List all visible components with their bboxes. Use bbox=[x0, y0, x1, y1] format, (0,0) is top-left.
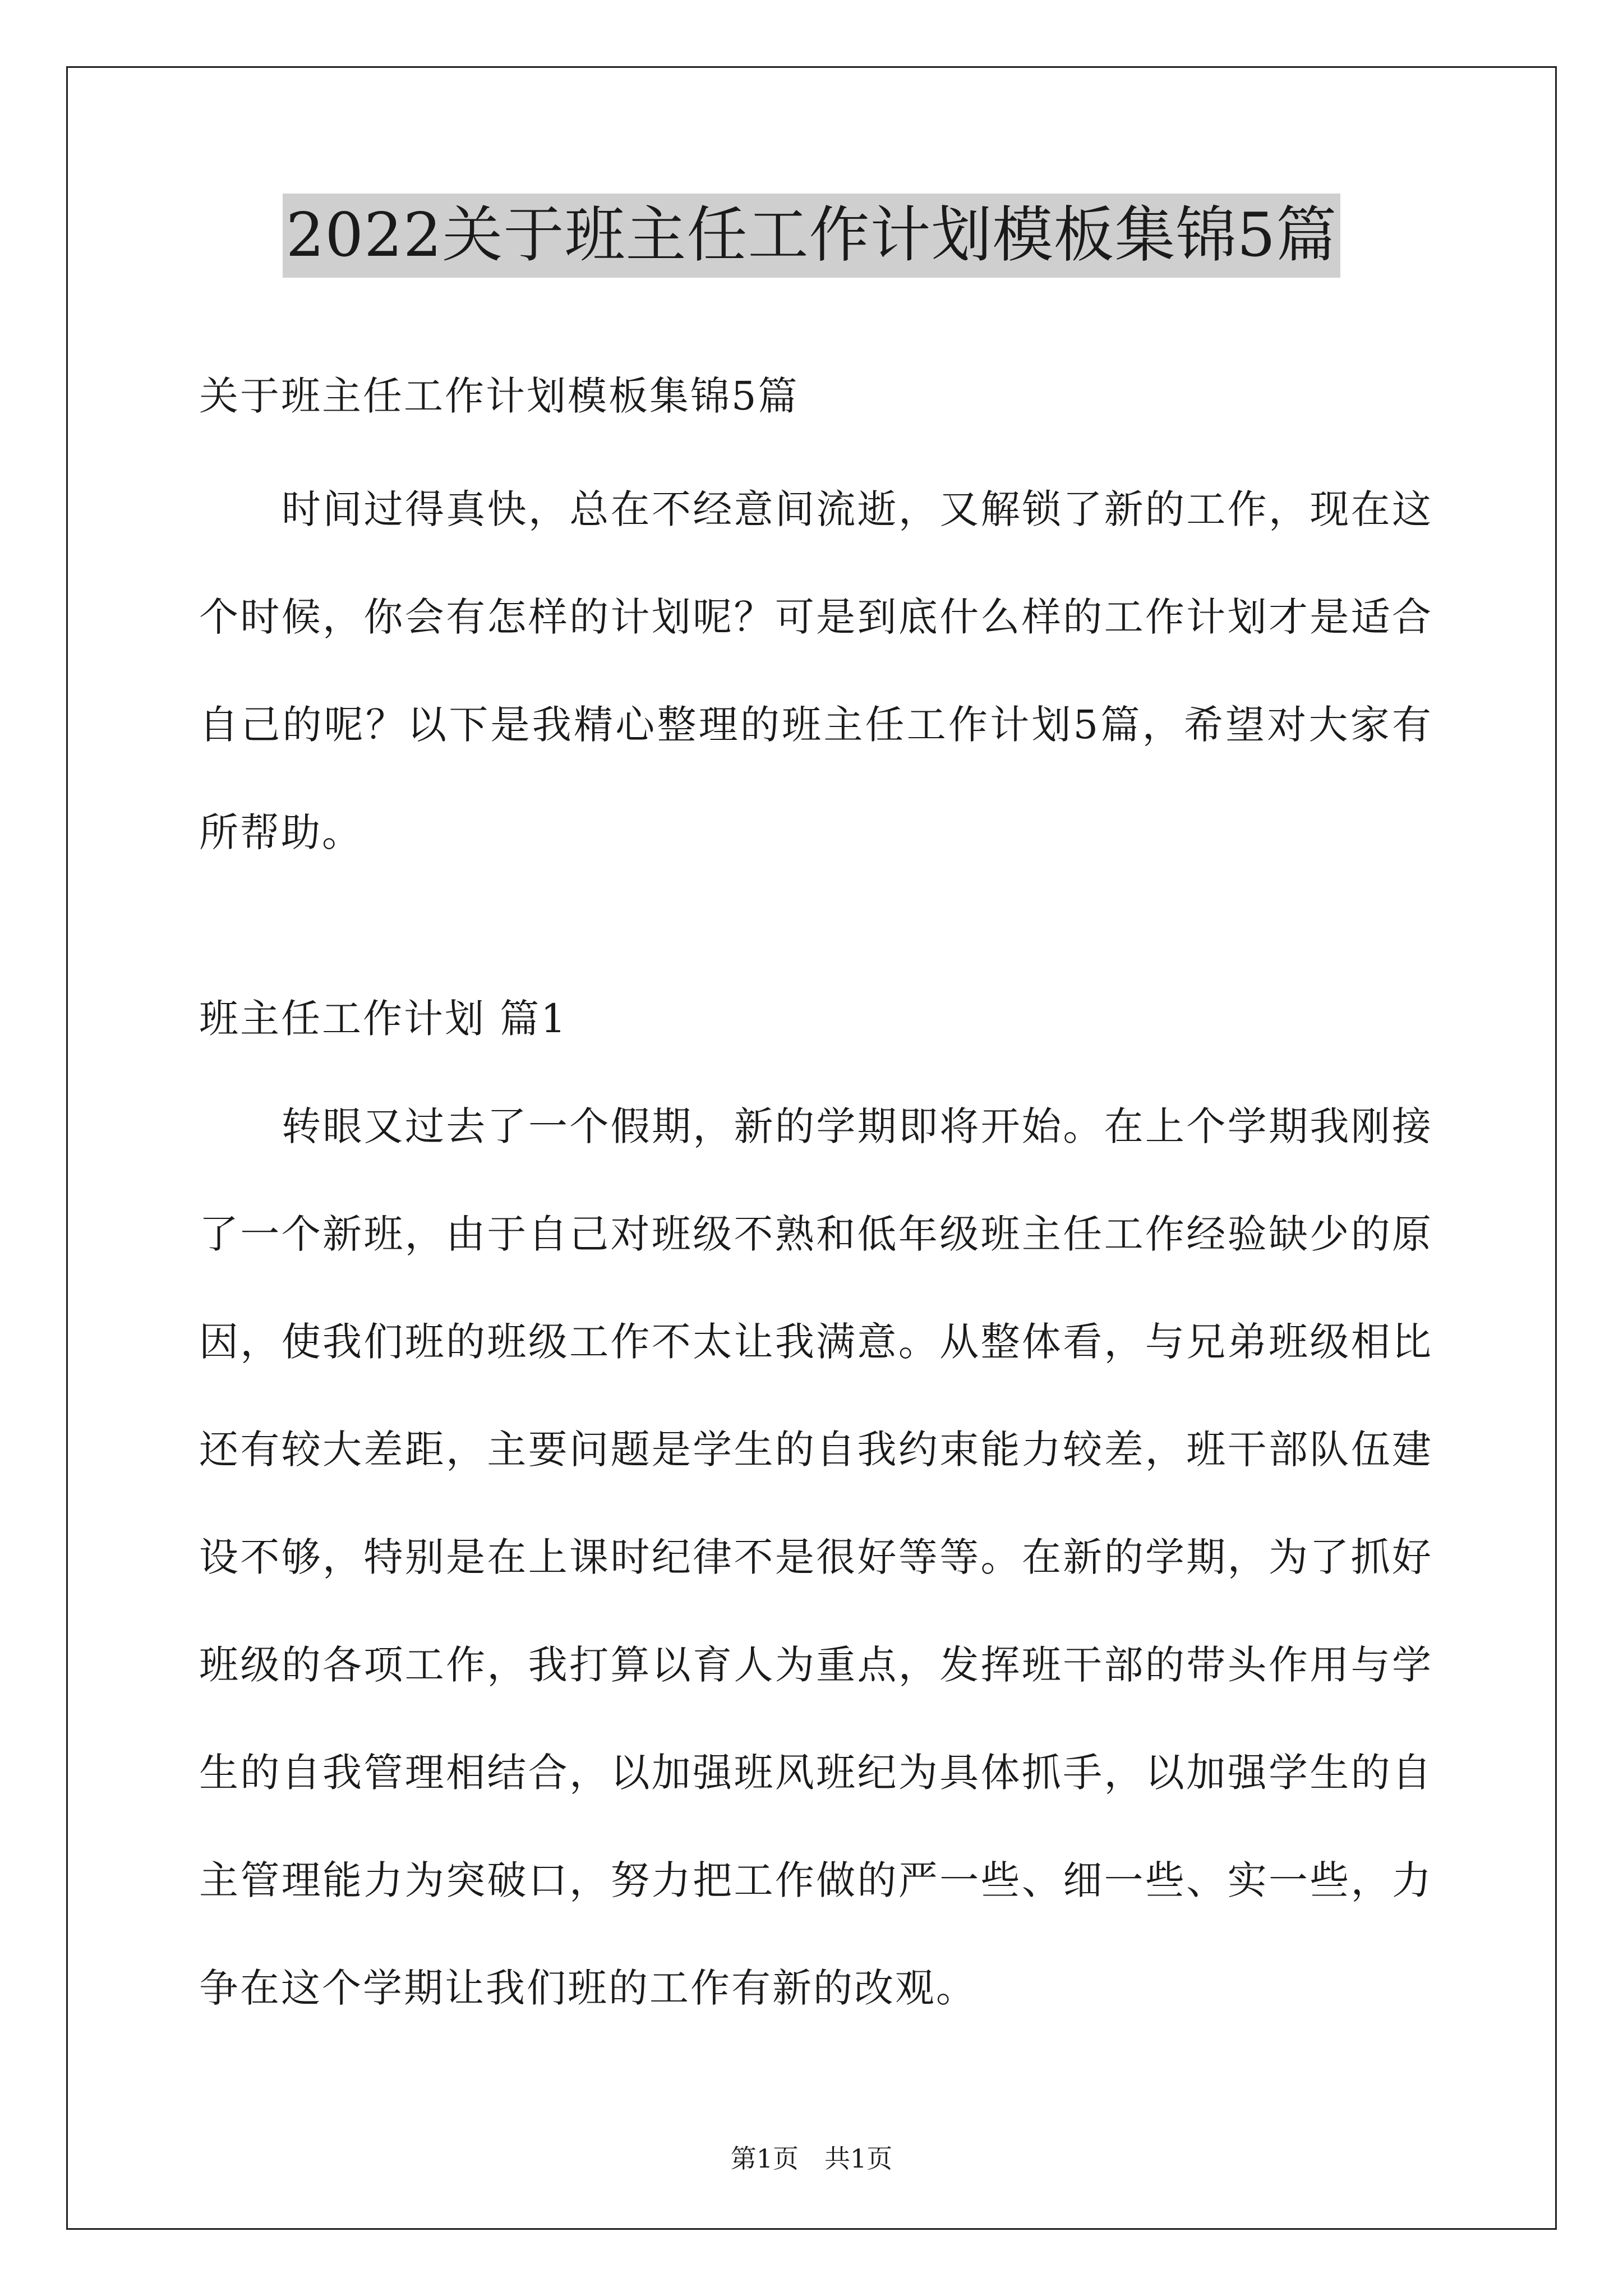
intro-paragraph: 时间过得真快，总在不经意间流逝，又解锁了新的工作，现在这个时候，你会有怎样的计划呢？可是到底什么样的工作计划才是适合自己的呢？以下是我精心整理的班主任工作计划5篇，希望对大家有所帮助。 bbox=[199, 486, 1433, 855]
section-paragraph: 转眼又过去了一个假期，新的学期即将开始。在上个学期我刚接了一个新班，由于自己对班级不熟和低年级班主任工作经验缺少的原因，使我们班的班级工作不太让我满意。从整体看，与兄弟班级相比还有较大差距，主要问题是学生的自我约束能力较差，班干部队伍建设不够，特别是在上课时纪律不是很好等等。在新的学期，为了抓好班级的各项工作，我打算以育人为重点，发挥班干部的带头作用与学生的自我管理相结合，以加强班风班纪为具体抓手，以加强学生的自主管理能力为突破口，努力把工作做的严一些、细一些、实一些，力争在这个学期让我们班的工作有新的改观。 bbox=[199, 1103, 1433, 2011]
document-body bbox=[199, 342, 1433, 2042]
page-footer: 第1页 共1页 bbox=[730, 2143, 893, 2174]
document-title: 2022关于班主任工作计划模板集锦5篇 bbox=[283, 194, 1341, 278]
document-subtitle: 关于班主任工作计划模板集锦5篇 bbox=[199, 373, 799, 419]
title-container bbox=[0, 194, 1623, 278]
section-heading: 班主任工作计划 篇1 bbox=[199, 996, 568, 1042]
